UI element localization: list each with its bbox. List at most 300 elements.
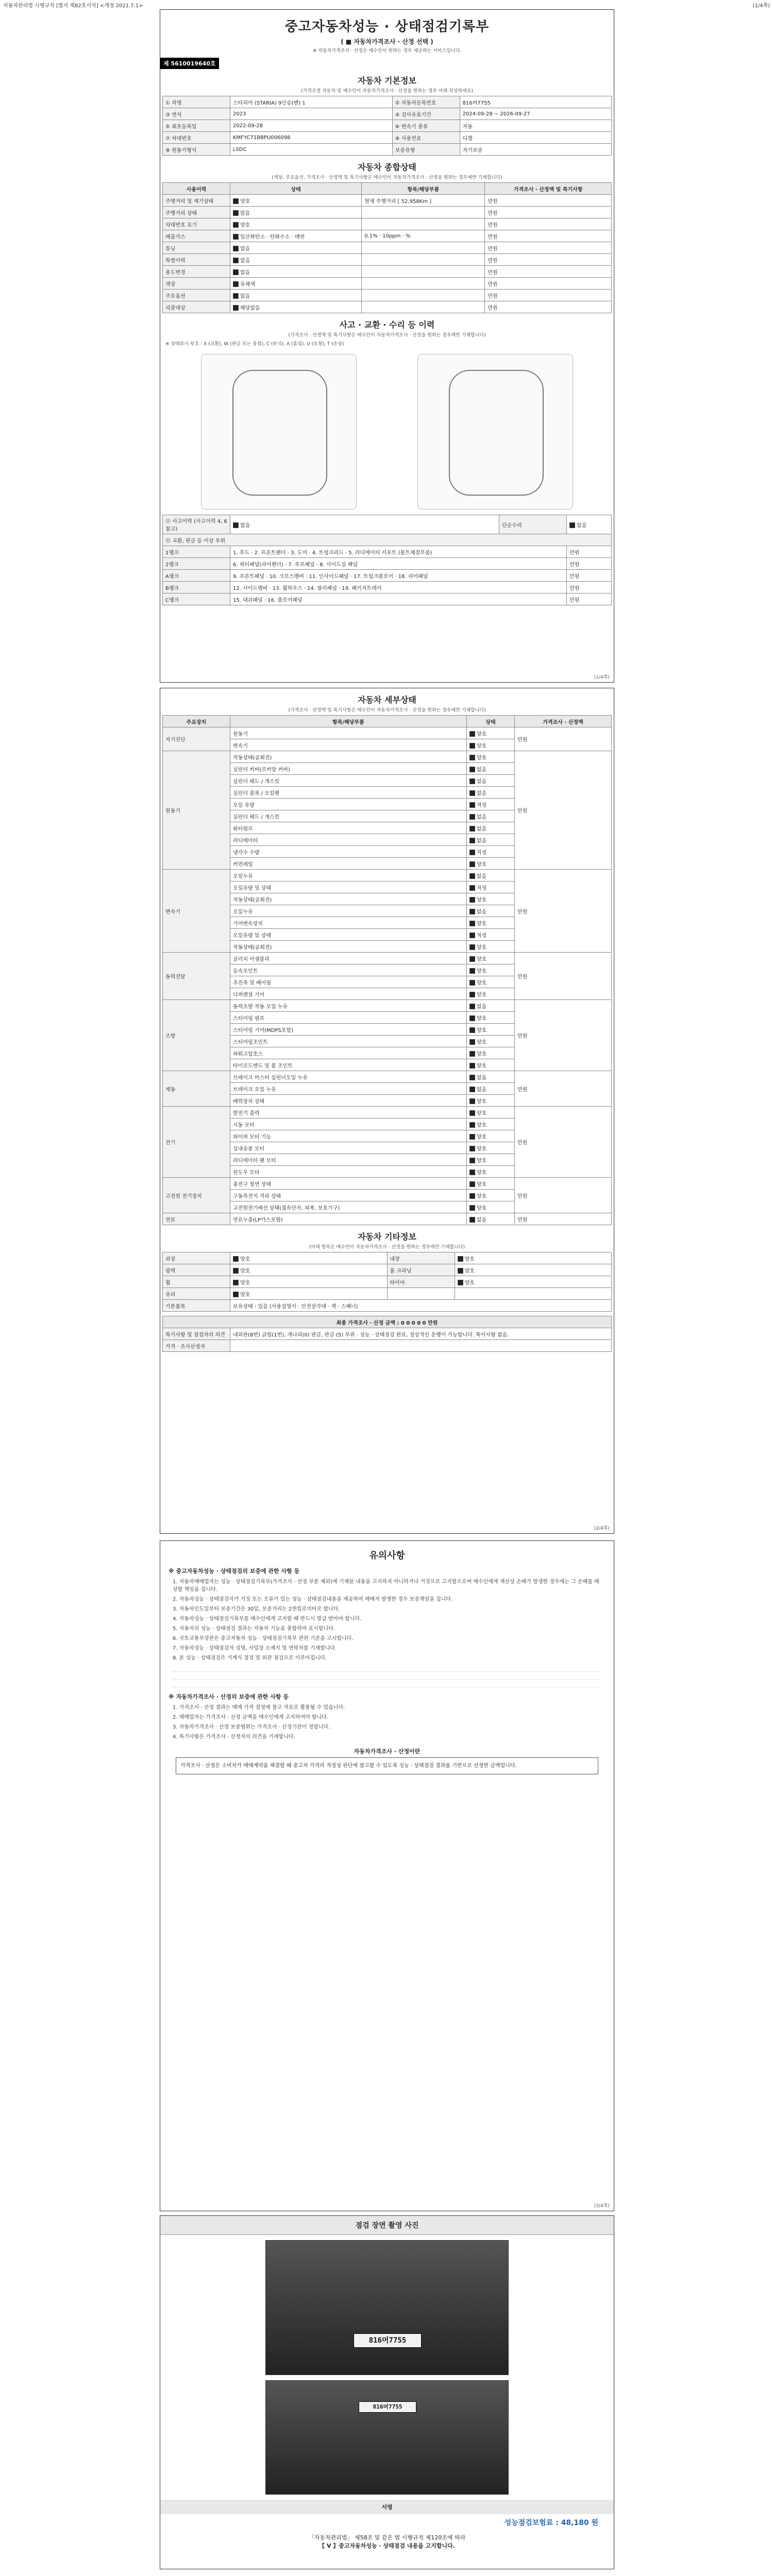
detail-item: 스티어링 기어(MDPS포함)	[230, 1024, 467, 1036]
summary-label: 색상	[163, 278, 230, 290]
basic-info-row	[163, 120, 612, 132]
checkbox-icon	[458, 1280, 463, 1285]
other-row	[163, 1252, 612, 1264]
checkbox-icon	[469, 897, 475, 903]
detail-row	[163, 1213, 612, 1225]
notice-item: 4. 특기사항은 가격조사 · 산정자의 의견을 기재합니다.	[173, 1734, 295, 1740]
basic-label: ⑧ 사용연료	[392, 132, 460, 144]
checkbox-icon	[569, 522, 575, 528]
other-empty	[455, 1288, 612, 1300]
detail-item: 기어변속장치	[230, 917, 467, 929]
summary-state: 일산화탄소 · 탄화수소 · 매연	[230, 230, 362, 242]
simple-repair-label: 단순수리	[499, 515, 567, 534]
detail-state: 양호	[466, 1118, 514, 1130]
detail-item: 작동상태(공회전)	[230, 941, 467, 953]
detail-state: 없음	[466, 763, 514, 775]
detail-state: 양호	[466, 1154, 514, 1166]
summary-state: 양호	[230, 218, 362, 230]
checkbox-icon	[469, 790, 475, 796]
special-notes-label: 특기사항 및 점검자의 의견	[163, 1328, 230, 1340]
rank-row	[163, 546, 612, 558]
checkbox-icon	[469, 1063, 475, 1069]
basic-items-label: 기본품목	[163, 1300, 230, 1312]
checkbox-icon	[469, 1217, 475, 1223]
basic-label: ⑥ 변속기 종류	[392, 120, 460, 132]
checkbox-icon	[469, 968, 475, 974]
summary-extra	[362, 301, 485, 313]
summary-price: 만원	[485, 218, 612, 230]
checkbox-icon	[469, 873, 475, 879]
detail-state: 적정	[466, 929, 514, 941]
detail-state: 양호	[466, 941, 514, 953]
checkbox-icon	[469, 992, 475, 997]
checkbox-icon	[469, 1110, 475, 1116]
detail-state: 양호	[466, 964, 514, 976]
summary-row	[163, 207, 612, 218]
detail-item: 등속조인트	[230, 964, 467, 976]
basic-value: KMFYC71BBPU006098	[230, 132, 393, 144]
summary-state: 해당없음	[230, 301, 362, 313]
detail-state: 없음	[466, 1083, 514, 1095]
notice-item: 6. 국토교통부장관은 중고자동차 성능 · 상태점검기록부 관련 기준을 고시합니다.	[173, 1636, 354, 1641]
detail-state: 양호	[466, 1107, 514, 1118]
notice-head-one: ※ 중고자동차성능 · 상태점검의 보증에 관한 사항 등	[169, 1568, 300, 1574]
checkbox-icon	[469, 1170, 475, 1175]
license-plate-rear: 816머7755	[359, 2401, 416, 2413]
summary-extra	[362, 218, 485, 230]
checkbox-icon	[233, 281, 239, 287]
summary-state: 양호	[230, 195, 362, 207]
document-subtitle: ( ■ 자동차가격조사 · 산정 선택 )	[341, 38, 433, 45]
summary-price: 만원	[485, 230, 612, 242]
summary-extra	[362, 207, 485, 218]
checkbox-icon	[469, 1158, 475, 1163]
detail-price: 만원	[515, 953, 612, 1000]
detail-price: 만원	[515, 1213, 612, 1225]
detail-state: 양호	[466, 1059, 514, 1071]
detail-item: 동력조향 작동 오일 누유	[230, 1000, 467, 1012]
other-label: 타이어	[387, 1276, 455, 1288]
checkbox-icon	[469, 1051, 475, 1057]
checkbox-icon	[469, 1205, 475, 1211]
detail-item: 시동 모터	[230, 1118, 467, 1130]
detail-item: 원동기	[230, 727, 467, 739]
checkbox-icon	[469, 933, 475, 938]
summary-label: 리콜대상	[163, 301, 230, 313]
detail-price: 만원	[515, 1107, 612, 1178]
checkbox-icon	[233, 293, 239, 299]
rank-price: 만원	[567, 558, 612, 570]
signature-label: 서명	[160, 2500, 614, 2514]
page-footer: (2/4쪽)	[594, 1526, 610, 1531]
accident-table	[162, 515, 612, 605]
detail-state: 양호	[466, 893, 514, 905]
checkbox-icon	[233, 222, 239, 228]
checkbox-icon	[469, 814, 475, 820]
price-inspector-label: 가격 · 조사산정자	[163, 1340, 230, 1352]
accident-history-value: 없음	[230, 515, 499, 534]
checkbox-icon	[469, 743, 475, 749]
detail-item: 와이퍼 모터 기능	[230, 1130, 467, 1142]
other-label: 룸 크리닝	[387, 1264, 455, 1276]
photo-rear	[265, 2380, 509, 2495]
page-footer: (1/4쪽)	[594, 675, 610, 680]
rank-items: 1. 후드 · 2. 프론트펜더 · 3. 도어 · 4. 트렁크리드 · 5. 라디에이터 서포트 (볼트체결부품)	[230, 546, 567, 558]
rank-label: B랭크	[163, 582, 230, 594]
detail-item: 오일 유량	[230, 799, 467, 810]
detail-state: 적정	[466, 882, 514, 893]
summary-state: 많음	[230, 207, 362, 218]
basic-value: 2023	[230, 108, 393, 120]
rank-items: 15. 대쉬패널 · 16. 플로어패널	[230, 594, 567, 605]
summary-state: 없음	[230, 254, 362, 266]
detail-item: 오일누유	[230, 870, 467, 882]
detail-item: 스티어링 펌프	[230, 1012, 467, 1024]
summary-price: 만원	[485, 242, 612, 254]
detail-state: 없음	[466, 810, 514, 822]
basic-value: 스타리아 (STARIA) 9인승(밴) 1	[230, 96, 393, 108]
basic-label: ③ 연식	[163, 108, 230, 120]
other-table	[162, 1252, 612, 1312]
basic-value: 자동	[460, 120, 611, 132]
summary-label: 특별이력	[163, 254, 230, 266]
summary-note: (색상, 주요옵션, 가격조사 · 산정액 및 특기사항은 매수인이 자동차가격조사 · 산정을 원하는 경우에만 기재합니다)	[272, 175, 502, 180]
form-law-reference: 자동차관리법 시행규칙 [별지 제82호서식] <개정 2021.7.1>	[3, 3, 143, 9]
price-explain-text: 가격조사 · 산정은 소비자가 매매계약을 체결할 때 중고차 가격의 적정성 판단에 참고할 수 있도록 성능 · 상태점검 결과를 기반으로 산정한 금액입니다.	[176, 1757, 598, 1774]
detail-item: 타이로드엔드 및 볼 조인트	[230, 1059, 467, 1071]
accident-title: 사고 · 교환 · 수리 등 이력	[339, 320, 435, 330]
detail-head-cell: 항목/해당부품	[230, 716, 467, 727]
basic-label: ⑨ 원동기형식	[163, 144, 230, 156]
checkbox-icon	[469, 1075, 475, 1080]
page-two	[160, 688, 614, 1534]
summary-row	[163, 301, 612, 313]
other-label: 내장	[387, 1252, 455, 1264]
rank-row	[163, 570, 612, 582]
detail-row	[163, 953, 612, 964]
other-state: 양호	[455, 1252, 612, 1264]
document-header	[160, 10, 614, 54]
other-empty	[387, 1288, 455, 1300]
detail-item: 실린더 헤드 / 개스킷	[230, 810, 467, 822]
rank-items: 9. 프론트패널 · 10. 크로스멤버 · 11. 인사이드패널 · 17. 트렁크플로어 · 18. 리어패널	[230, 570, 567, 582]
detail-item: 냉각수 수량	[230, 846, 467, 858]
detail-group-name: 동력전달	[163, 953, 230, 1000]
basic-value: 816머7755	[460, 96, 611, 108]
detail-head-cell: 주요장치	[163, 716, 230, 727]
notice-item: 3. 자동차인도일부터 보증기간은 30일, 보증거리는 2천킬로미터로 합니다.	[173, 1606, 340, 1612]
detail-group-name: 조향	[163, 1000, 230, 1071]
document-title: 중고자동차성능 · 상태점검기록부	[284, 19, 490, 35]
summary-label: 주행거리 및 계기상태	[163, 195, 230, 207]
detail-row	[163, 751, 612, 763]
checkbox-icon	[469, 838, 475, 843]
detail-price: 만원	[515, 1000, 612, 1071]
checkbox-icon	[469, 921, 475, 926]
detail-item: 디퍼렌셜 기어	[230, 988, 467, 1000]
checkbox-icon	[469, 885, 475, 891]
summary-label: 주요옵션	[163, 290, 230, 301]
basic-value: 2022-09-28	[230, 120, 393, 132]
detail-price: 만원	[515, 727, 612, 751]
detail-state: 양호	[466, 1166, 514, 1178]
summary-extra	[362, 254, 485, 266]
summary-extra	[362, 266, 485, 278]
detail-row	[163, 1178, 612, 1190]
insurance-fee: 성능점검보험료 : 48,180 원	[504, 2519, 598, 2527]
detail-group-name: 전기	[163, 1107, 230, 1178]
rank-price: 만원	[567, 594, 612, 605]
detail-row	[163, 1000, 612, 1012]
detail-state: 없음	[466, 1000, 514, 1012]
form-topbar	[0, 0, 773, 10]
checkbox-icon	[233, 305, 239, 311]
detail-group-name: 제동	[163, 1071, 230, 1107]
detail-state: 없음	[466, 1071, 514, 1083]
basic-label: ② 자동차등록번호	[392, 96, 460, 108]
detail-row	[163, 727, 612, 739]
detail-state: 양호	[466, 1012, 514, 1024]
checkbox-icon	[469, 1098, 475, 1104]
summary-row	[163, 218, 612, 230]
detail-state: 양호	[466, 1142, 514, 1154]
rank-row	[163, 582, 612, 594]
detail-group-name: 연료	[163, 1213, 230, 1225]
checkbox-icon	[233, 522, 239, 528]
notice-item: 4. 자동차성능 · 상태점검기록부를 매수인에게 고지할 때 반드시 발급 받아야 합니다.	[173, 1616, 362, 1622]
checkbox-icon	[469, 826, 475, 832]
checkbox-icon	[469, 1087, 475, 1092]
basic-info-table	[162, 96, 612, 156]
summary-state: 없음	[230, 290, 362, 301]
photo-front	[265, 2240, 509, 2375]
detail-item: 라디에이터 팬 모터	[230, 1154, 467, 1166]
basic-label: ④ 검사유효기간	[392, 108, 460, 120]
checkbox-icon	[469, 861, 475, 867]
detail-item: 커먼레일	[230, 858, 467, 870]
detail-row	[163, 1107, 612, 1118]
other-label: 외장	[163, 1252, 230, 1264]
document-note: ※ 자동차가격조사 · 산정은 매수인이 원하는 경우 제공하는 서비스입니다.	[312, 48, 462, 54]
checkbox-icon	[233, 210, 239, 216]
checkbox-icon	[233, 1280, 239, 1285]
rank-items: 12. 사이드멤버 · 13. 휠하우스 · 14. 필러패널 · 19. 패키지트레이	[230, 582, 567, 594]
notice-list-one	[160, 1578, 614, 1662]
detail-item: 발전기 출력	[230, 1107, 467, 1118]
rank-price: 만원	[567, 582, 612, 594]
summary-row	[163, 230, 612, 242]
checkbox-icon	[469, 778, 475, 784]
summary-col-price: 가격조사 · 산정액 및 특기사항	[485, 183, 612, 195]
detail-state: 양호	[466, 917, 514, 929]
basic-info-note: (가격조정 자동차 및 매수인이 자동차가격조사 · 산정을 원하는 경우 아래 작성하세요)	[300, 89, 474, 94]
notice-item: 7. 자동차성능 · 상태점검자 성명, 사업장 소재지 및 연락처를 기재합니다.	[173, 1646, 337, 1651]
basic-label: ⑦ 차대번호	[163, 132, 230, 144]
detail-item: 브레이크 마스터 실린더오일 누유	[230, 1071, 467, 1083]
summary-label: 차대번호 표기	[163, 218, 230, 230]
checkbox-icon	[233, 269, 239, 275]
basic-value: 디젤	[460, 132, 611, 144]
rank-label: C랭크	[163, 594, 230, 605]
checkbox-icon	[469, 1039, 475, 1045]
detail-item: 실내송풍 모터	[230, 1142, 467, 1154]
detail-state: 양호	[466, 727, 514, 739]
summary-row	[163, 266, 612, 278]
price-inspector-value	[230, 1340, 612, 1352]
car-frame-diagram	[417, 354, 573, 510]
basic-label: ⑤ 최초등록일	[163, 120, 230, 132]
detail-item: 스티어링조인트	[230, 1036, 467, 1047]
rank-row	[163, 558, 612, 570]
summary-row	[163, 290, 612, 301]
other-label: 광택	[163, 1264, 230, 1276]
checkbox-icon	[469, 755, 475, 760]
checkbox-icon	[469, 1181, 475, 1187]
other-state: 양호	[230, 1252, 388, 1264]
other-state: 양호	[230, 1288, 388, 1300]
checkbox-icon	[469, 1027, 475, 1033]
rank-price: 만원	[567, 546, 612, 558]
detail-state: 양호	[466, 1095, 514, 1107]
checkbox-icon	[469, 767, 475, 772]
basic-info-row	[163, 96, 612, 108]
accident-note: (가격조사 · 산정액 및 특기사항은 매수인이 자동차가격조사 · 산정을 원하는 경우에만 기재합니다)	[288, 333, 486, 338]
detail-state: 양호	[466, 953, 514, 964]
checkbox-icon	[469, 1134, 475, 1140]
notice-item: 5. 자동차의 성능 · 상태점검 결과는 자동차 기능을 종합하여 표시합니다.	[173, 1626, 335, 1632]
detail-item: 실린더 블록 / 오일팬	[230, 787, 467, 799]
detail-state: 없음	[466, 787, 514, 799]
other-label: 유리	[163, 1288, 230, 1300]
page-three-notice	[160, 1540, 614, 2211]
detail-state: 양호	[466, 1201, 514, 1213]
checkbox-icon	[469, 909, 475, 914]
detail-item: 충전구 절연 상태	[230, 1178, 467, 1190]
detail-note: (가격조사 · 산정액 및 특기사항은 매수인이 자동차가격조사 · 산정을 원하는 경우에만 기재합니다)	[288, 708, 486, 713]
rank-items: 6. 쿼터패널(리어펜더) · 7. 루프패널 · 8. 사이드실 패널	[230, 558, 567, 570]
detail-group-name: 자기진단	[163, 727, 230, 751]
checkbox-icon	[233, 234, 239, 240]
accident-history-label: ⑪ 사고이력 (사고이력 4, 6참고)	[163, 515, 230, 534]
checkbox-icon	[469, 850, 475, 855]
notice-item: 2. 매매업자는 가격조사 · 산정 금액을 매수인에게 고지하여야 합니다.	[173, 1715, 329, 1720]
rank-price: 만원	[567, 570, 612, 582]
page-footer: (3/4쪽)	[594, 2204, 610, 2209]
detail-row	[163, 870, 612, 882]
license-plate-front: 816머7755	[354, 2333, 422, 2348]
detail-title: 자동차 세부상태	[358, 695, 416, 705]
final-price-value: 0 0 0 0 0 만원	[400, 1320, 438, 1326]
page-four-photos	[160, 2215, 614, 2569]
page-one	[160, 9, 614, 683]
checkbox-icon	[469, 944, 475, 950]
detail-item: 추진축 및 베어링	[230, 976, 467, 988]
detail-item: 오일유량 및 상태	[230, 929, 467, 941]
basic-info-title: 자동차 기본정보	[358, 76, 416, 86]
detail-state: 양호	[466, 1190, 514, 1201]
detail-item: 브레이크 오일 누유	[230, 1083, 467, 1095]
summary-col-item: 항목/해당부품	[362, 183, 485, 195]
summary-row	[163, 278, 612, 290]
basic-info-row	[163, 132, 612, 144]
car-frame-outline	[449, 370, 544, 496]
basic-value: 2024-09-28 ~ 2026-09-27	[460, 108, 611, 120]
detail-price: 만원	[515, 751, 612, 870]
basic-value: LSDC	[230, 144, 393, 156]
detail-state: 적정	[466, 799, 514, 810]
basic-label: ① 차명	[163, 96, 230, 108]
car-exterior-diagram	[201, 354, 357, 510]
detail-state: 양호	[466, 988, 514, 1000]
detail-head-cell: 상태	[466, 716, 514, 727]
summary-state: 없음	[230, 266, 362, 278]
summary-label: 주행거리 상태	[163, 207, 230, 218]
detail-item: 고전원전기배선 상태(접속단자, 피복, 보호기구)	[230, 1201, 467, 1213]
detail-state: 없음	[466, 775, 514, 787]
basic-value: 자기보증	[460, 144, 611, 156]
exchange-label: ⑫ 교환, 판금 등 이상 부위	[163, 534, 612, 546]
detail-group-name: 원동기	[163, 751, 230, 870]
closing-statement	[160, 2531, 614, 2553]
basic-info-row	[163, 108, 612, 120]
detail-state: 없음	[466, 870, 514, 882]
notice-title: 유의사항	[369, 1550, 405, 1561]
detail-item: 윈도우 모터	[230, 1166, 467, 1178]
summary-extra	[362, 242, 485, 254]
detail-state: 양호	[466, 1036, 514, 1047]
checkbox-icon	[233, 1292, 239, 1297]
checkbox-icon	[469, 1146, 475, 1151]
summary-row	[163, 242, 612, 254]
summary-col-usage: 사용이력	[163, 183, 230, 195]
other-note: (아래 항목은 매수인이 자동차가격조사 · 산정을 원하는 경우에만 기재합니다)	[309, 1245, 465, 1250]
summary-extra: 0.1% · 10ppm · %	[362, 230, 485, 242]
detail-item: 구동축전지 격리 상태	[230, 1190, 467, 1201]
notice-item: 3. 자동차가격조사 · 산정 보증범위는 가격조사 · 산정기관이 정합니다.	[173, 1724, 330, 1730]
summary-price: 만원	[485, 290, 612, 301]
detail-item: 워터펌프	[230, 822, 467, 834]
notice-list-two	[160, 1704, 614, 1741]
summary-label: 용도변경	[163, 266, 230, 278]
notice-head-two: ※ 자동차가격조사 · 산정의 보증에 관한 사항 등	[169, 1693, 289, 1700]
accident-legend: ※ 상태표시 부호 : X (교환), W (판금 또는 용접), C (부식), A (흠집), U (요철), T (손상)	[165, 342, 344, 347]
detail-state: 양호	[466, 1024, 514, 1036]
car-diagram-area	[160, 349, 614, 515]
detail-item: 실린더 헤드 / 개스킷	[230, 775, 467, 787]
summary-extra	[362, 278, 485, 290]
checkbox-icon	[233, 258, 239, 263]
other-row	[163, 1276, 612, 1288]
checkbox-icon	[458, 1268, 463, 1274]
detail-head-cell: 가격조사 · 산정액	[515, 716, 612, 727]
checkbox-icon	[233, 1256, 239, 1262]
other-state: 양호	[455, 1276, 612, 1288]
detail-state: 없음	[466, 822, 514, 834]
summary-table	[162, 182, 612, 313]
special-notes-text: 내외판(8번) 긁힘(1번), 개나리(0) 판금, 판금 (5) 부위 · 성능 · 상태점검 완료, 정상적인 운행이 가능합니다. 특이사항 없음.	[230, 1328, 612, 1340]
detail-price: 만원	[515, 1071, 612, 1107]
detail-state: 양호	[466, 739, 514, 751]
detail-item: 작동상태(공회전)	[230, 751, 467, 763]
basic-items-value: 보유상태 : 있음 (사용설명서 · 안전삼각대 · 잭 · 스패너)	[230, 1300, 612, 1312]
notice-item: 8. 본 성능 · 상태점검은 기계식 점검 및 외관 점검으로 이루어집니다.	[173, 1655, 327, 1661]
detail-item: 연료누출(LP가스포함)	[230, 1213, 467, 1225]
detail-item: 라디에이터	[230, 834, 467, 846]
detail-state: 없음	[466, 905, 514, 917]
closing-line-two: 【 V 】중고자동차성능 · 상태점검 내용을 고지합니다.	[319, 2543, 455, 2549]
checkbox-icon	[458, 1256, 463, 1262]
final-price-head: 최종 가격조사 · 산정 금액 : 0 0 0 0 0 만원	[163, 1316, 612, 1328]
